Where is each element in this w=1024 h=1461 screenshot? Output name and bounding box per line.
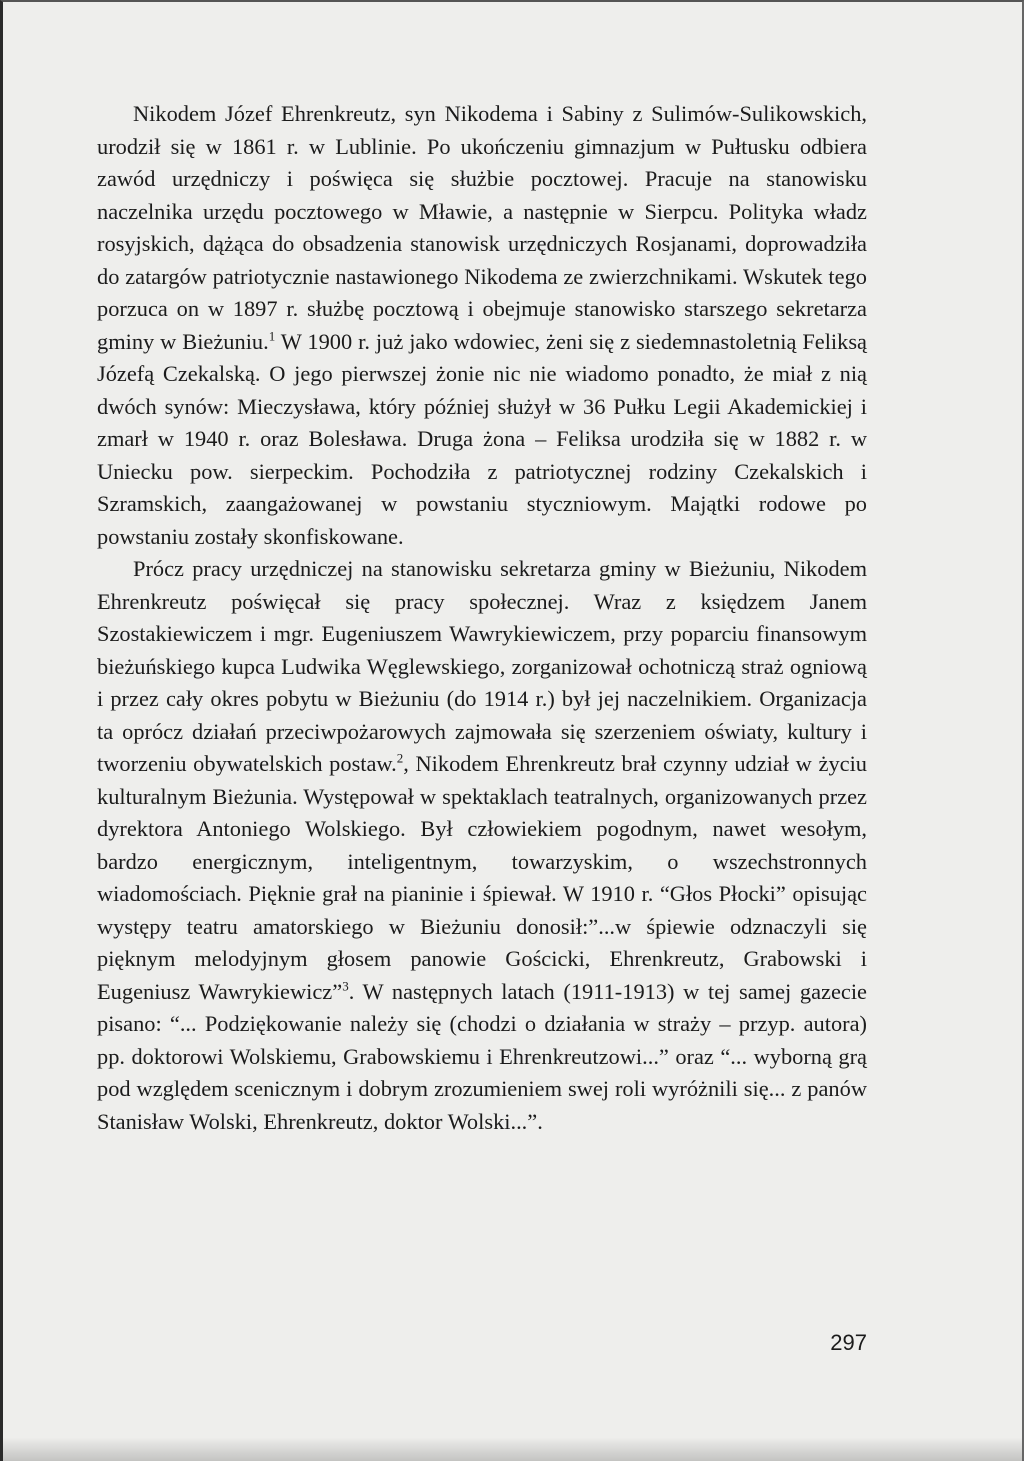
page-number: 297 xyxy=(830,1330,867,1355)
footnote-ref: 3 xyxy=(342,978,349,994)
paragraph xyxy=(97,98,867,553)
footnote-ref: 1 xyxy=(268,328,276,344)
paragraph xyxy=(97,553,867,1138)
body-text xyxy=(97,98,867,1138)
text-run: . W następnych latach (1911-1913) w tej samej gazecie pisano: “... Podziękowanie należy się (chodzi o działania w straży – przyp. autora) pp. doktorowi Wolskiemu, Grabowskiemu i Ehrenkreutzowi...” oraz “... wyborną grą pod względem scenicznym i dobrym zrozumieniem swej roli wyróżnili się... z panów Stanisław Wolski, Ehrenkreutz, doktor Wolski...”. xyxy=(97,978,867,1134)
text-run: W 1900 r. już jako wdowiec, żeni się z siedemnastoletnią Feliksą Józefą Czekalską. O jego pierwszej żonie nic nie wiadomo ponadto, że miał z nią dwóch synów: Mieczysława, który później służył w 36 Pułku Legii Akademickiej i zmarł w 1940 r. oraz Bolesława. Druga żona – Feliksa urodziła się w 1882 r. w Uniecku pow. sierpeckim. Pochodziła z patriotycznej rodziny Czekalskich i Szramskich, zaangażowanej w powstaniu styczniowym. Majątki rodowe po powstaniu zostały skonfiskowane. xyxy=(97,328,868,549)
text-run: , Nikodem Ehrenkreutz brał czynny udział w życiu kulturalnym Bieżunia. Występował w spektaklach teatralnych, organizowanych przez dyrektora Antoniego Wolskiego. Był człowiekiem pogodnym, nawet wesołym, bardzo energicznym, inteligentnym, towarzyskim, o wszechstronnych wiadomościach. Pięknie grał na pianinie i śpiewał. W 1910 r. “Głos Płocki” opisując występy teatru amatorskiego w Bieżuniu donosił:”...w śpiewie odznaczyli się pięknym melodyjnym głosem panowie Gościcki, Ehrenkreutz, Grabowski i Eugeniusz Wawrykiewicz” xyxy=(97,751,867,1004)
text-run: Prócz pracy urzędniczej na stanowisku sekretarza gminy w Bieżuniu, Nikodem Ehrenkreutz poświęcał się pracy społecznej. Wraz z księdzem Janem Szostakiewiczem i mgr. Eugeniuszem Wawrykiewiczem, przy poparciu finansowym bieżuńskiego kupca Ludwika Węglewskiego, zorganizował ochotniczą straż ogniową i przez cały okres pobytu w Bieżuniu (do 1914 r.) był jej naczelnikiem. Organizacja ta oprócz działań przeciwpożarowych zajmowała się szerzeniem oświaty, kultury i tworzeniu obywatelskich postaw. xyxy=(97,556,867,776)
footnote-ref: 2 xyxy=(396,750,404,766)
text-run: Nikodem Józef Ehrenkreutz, syn Nikodema i Sabiny z Sulimów-Sulikowskich, urodził się w 1861 r. w Lublinie. Po ukończeniu gimnazjum w Pułtusku odbiera zawód urzędniczy i poświęca się służbie pocztowej. Pracuje na stanowisku naczelnika urzędu pocztowego w Mławie, a następnie w Sierpcu. Polityka władz rosyjskich, dążąca do obsadzenia stanowisk urzędniczych Rosjanami, doprowadziła do zatargów patriotycznie nastawionego Nikodema ze zwierzchnikami. Wskutek tego porzuca on w 1897 r. służbę pocztową i obejmuje stanowisko starszego sekretarza gminy w Bieżuniu. xyxy=(97,101,867,354)
